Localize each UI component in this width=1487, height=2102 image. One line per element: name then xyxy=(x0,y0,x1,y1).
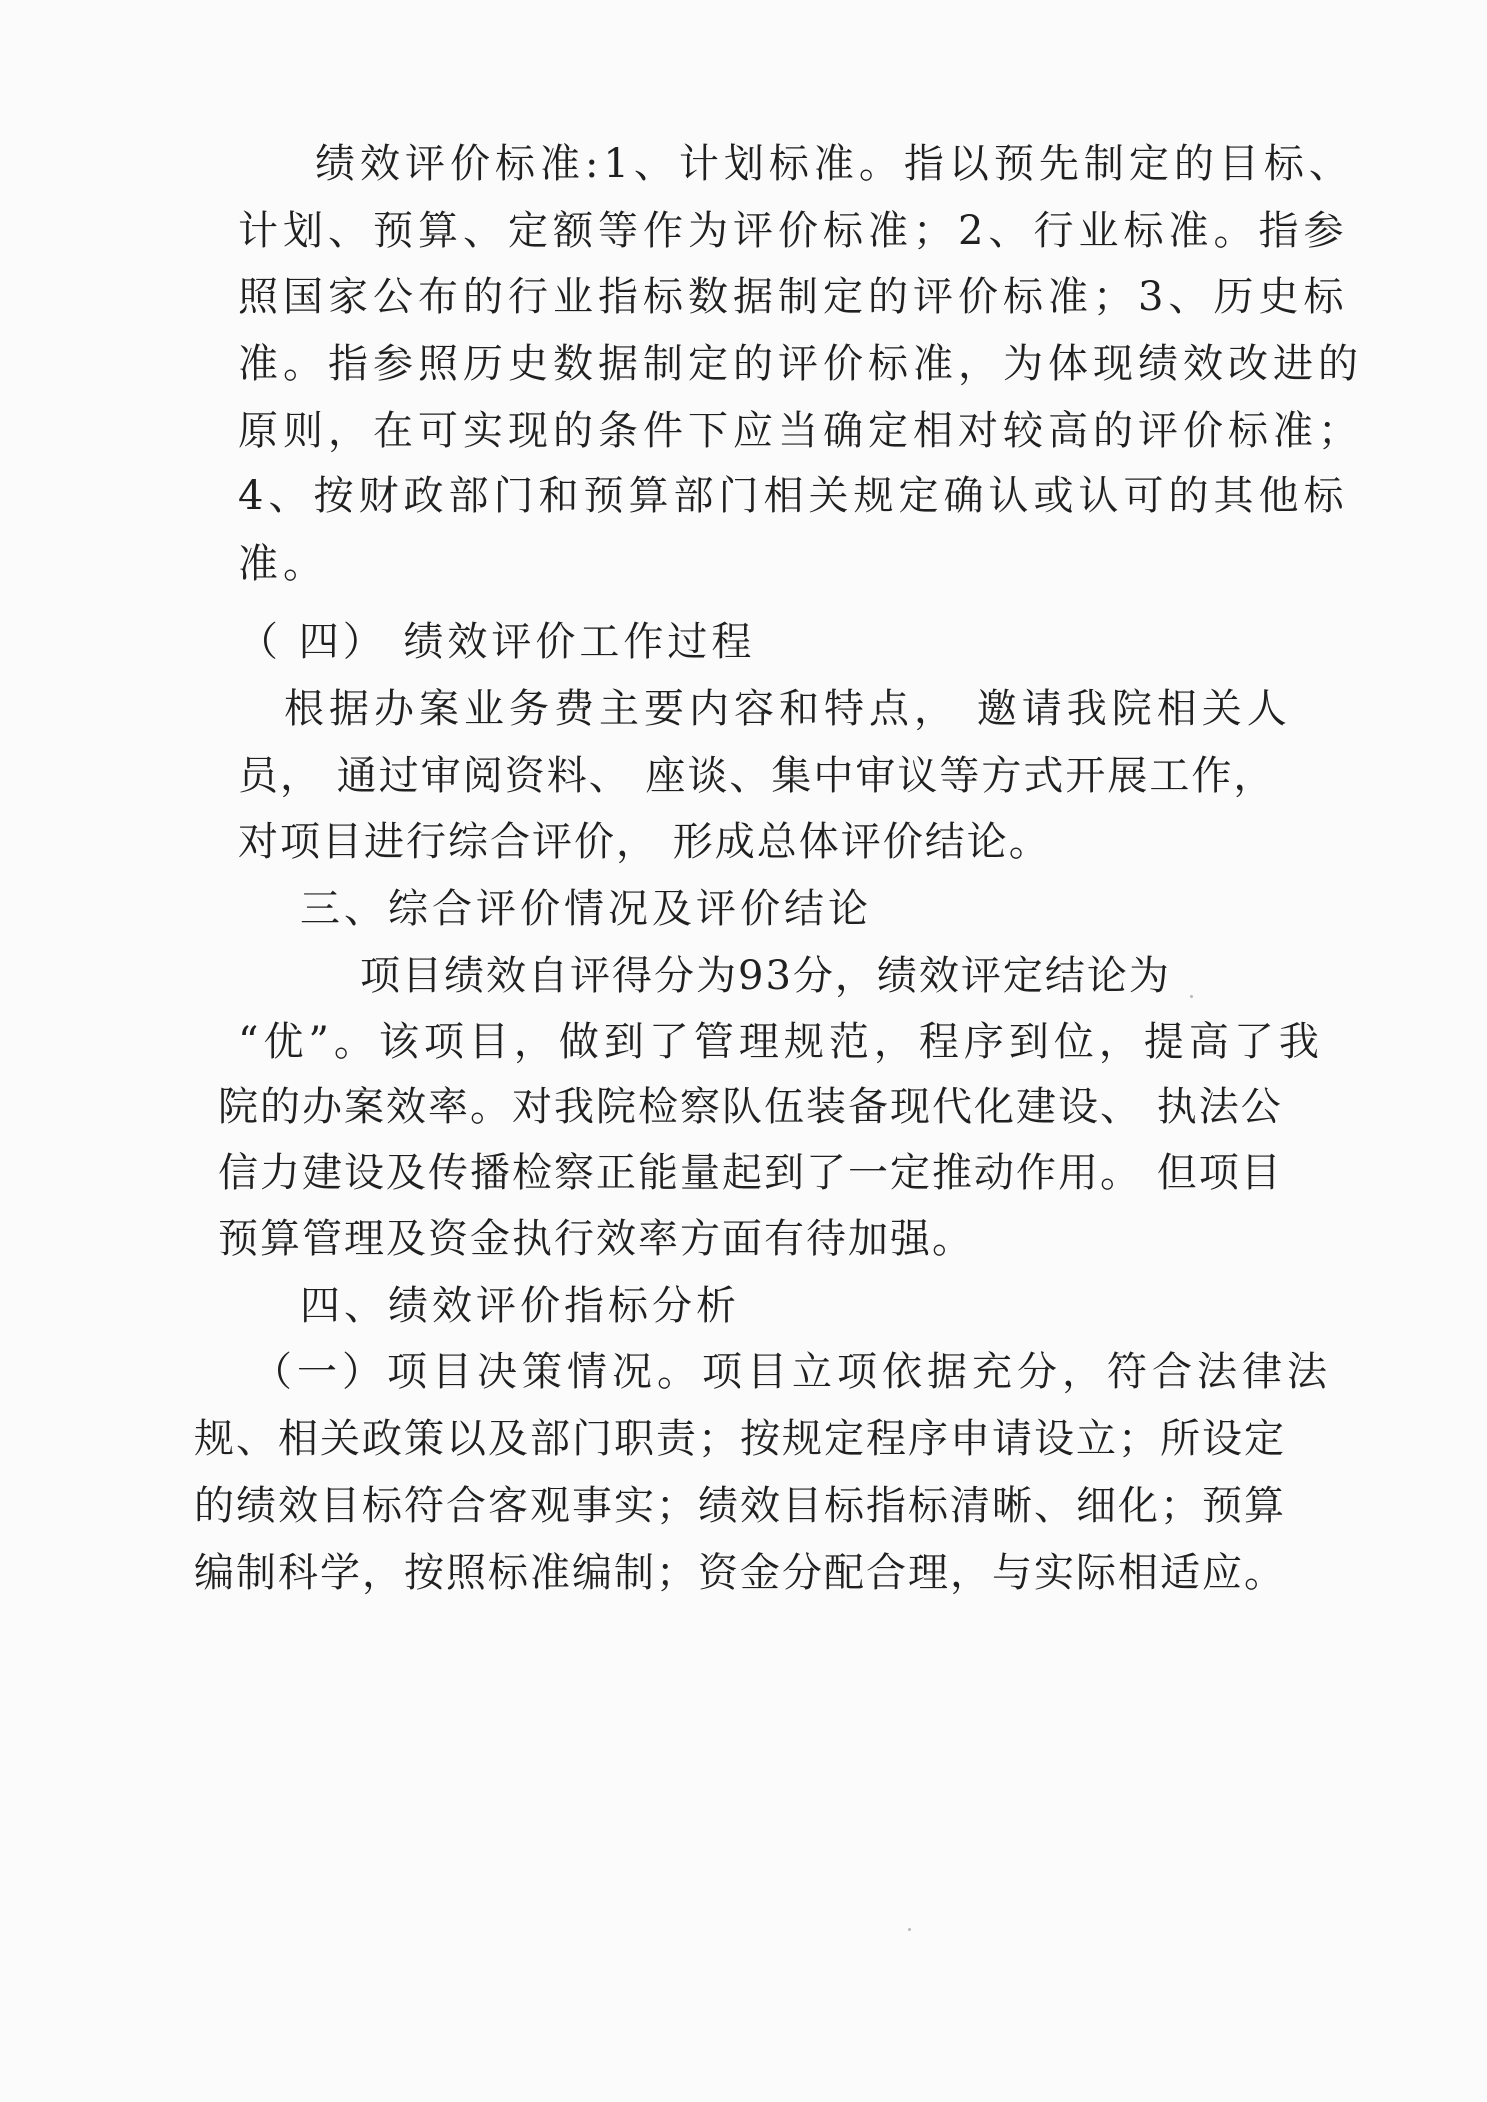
section-heading-four: （ 四） 绩效评价工作过程 xyxy=(238,619,756,665)
document-line-6: 4、按财政部门和预算部门相关规定确认或认可的其他标 xyxy=(238,473,1349,519)
document-line-19: （一）项目决策情况。项目立项依据充分，符合法律法 xyxy=(252,1349,1332,1395)
section-heading-four-analysis: 四、绩效评价指标分析 xyxy=(300,1283,740,1329)
document-line-7: 准。 xyxy=(238,541,328,587)
document-line-21: 的绩效目标符合客观事实；绩效目标指标清晰、细化；预算 xyxy=(194,1483,1286,1529)
evaluation-score-line: 项目绩效自评得分为93分，绩效评定结论为 xyxy=(360,953,1171,999)
document-line-10: 员， 通过审阅资料、 座谈、集中审议等方式开展工作， xyxy=(238,753,1276,799)
scan-speck xyxy=(908,1928,911,1931)
document-line-16: 信力建设及传播检察正能量起到了一定推动作用。 但项目 xyxy=(218,1150,1283,1196)
document-line-1: 绩效评价标准:1、计划标准。指以预先制定的目标、 xyxy=(315,141,1354,187)
section-heading-three: 三、综合评价情况及评价结论 xyxy=(300,886,872,932)
document-line-3: 照国家公布的行业指标数据制定的评价标准；3、历史标 xyxy=(238,274,1349,320)
scan-speck xyxy=(1190,995,1193,998)
document-line-9: 根据办案业务费主要内容和特点， 邀请我院相关人 xyxy=(284,686,1292,732)
document-line-4: 准。指参照历史数据制定的评价标准，为体现绩效改进的 xyxy=(238,341,1363,387)
document-line-5: 原则，在可实现的条件下应当确定相对较高的评价标准； xyxy=(238,408,1363,454)
document-line-17: 预算管理及资金执行效率方面有待加强。 xyxy=(218,1216,974,1262)
document-line-2: 计划、预算、定额等作为评价标准；2、行业标准。指参 xyxy=(238,208,1349,254)
document-line-22: 编制科学，按照标准编制；资金分配合理，与实际相适应。 xyxy=(194,1550,1286,1596)
document-line-11: 对项目进行综合评价， 形成总体评价结论。 xyxy=(238,819,1051,865)
document-line-14: “优”。该项目，做到了管理规范，程序到位，提高了我 xyxy=(238,1019,1324,1065)
document-line-20: 规、相关政策以及部门职责；按规定程序申请设立；所设定 xyxy=(194,1416,1286,1462)
document-line-15: 院的办案效率。对我院检察队伍装备现代化建设、 执法公 xyxy=(218,1084,1283,1130)
